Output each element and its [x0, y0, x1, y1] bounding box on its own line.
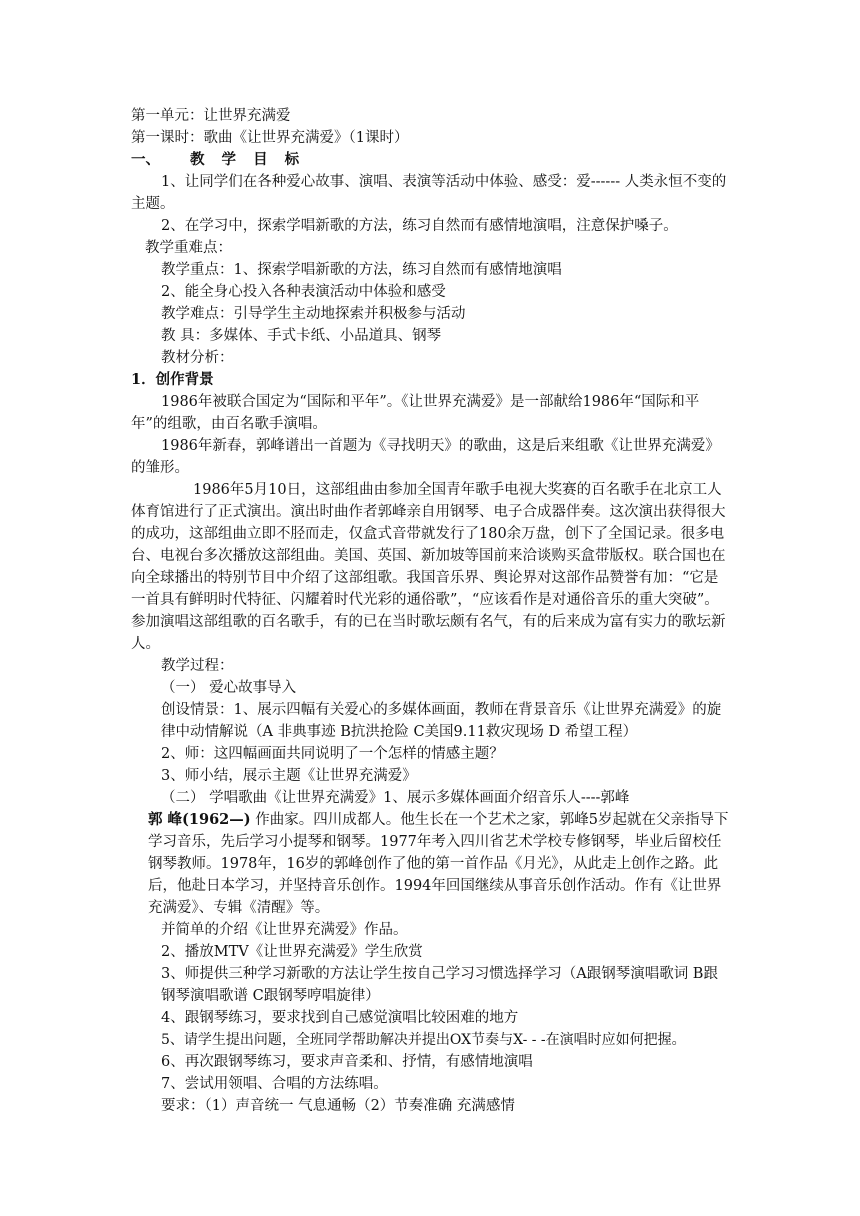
unit-title: 第一单元：让世界充满爱 — [131, 108, 291, 124]
step1-item-2: 2、师：这四幅画面共同说明了一个怎样的情感主题？ — [161, 746, 504, 762]
background-paragraph-3: 1986年5月10日，这部组曲由参加全国青年歌手电视大奖赛的百名歌手在北京工人体育馆进行了正式演出。演出时曲作者郭峰亲自用钢琴、电子合成器伴奏。这次演出获得很大的成功，这部组曲立即不胫而走，仅盒式音带就发行了180余万盘，创下了全国记录。很多电台、电视台多次播放这部组曲。美国、英国、新加坡等国前来洽谈购买盒带版权。联合国也在向全球播出的特别节目中介绍了这部组歌。我国音乐界、舆论界对这部作品赞誉有加：“它是一首具有鲜明时代特征、闪耀着时代光彩的通俗歌”，“应该看作是对通俗音乐的重大突破”。参加演唱这部组歌的百名歌手，有的已在当时歌坛颇有名气，有的后来成为富有实力的歌坛新人。 — [131, 482, 726, 652]
process-label: 教学过程： — [161, 658, 234, 674]
step1-item-3: 3、师小结，展示主题《让世界充满爱》 — [161, 768, 417, 784]
step2-item-3: 3、师提供三种学习新歌的方法让学生按自己学习习惯选择学习（A跟钢琴演唱歌词 B跟钢琴演唱歌谱 C跟钢琴哼唱旋律） — [161, 966, 718, 1004]
material-analysis-label: 教材分析： — [161, 350, 234, 366]
section1-title: 教 学 目 标 — [190, 151, 306, 168]
goal-2: 2、在学习中，探索学唱新歌的方法，练习自然而有感情地演唱，注意保护嗓子。 — [161, 218, 678, 234]
key-point-2: 2、能全身心投入各种表演活动中体验和感受 — [161, 284, 446, 300]
background-paragraph-1: 1986年被联合国定为“国际和平年”。《让世界充满爱》是一部献给1986年“国际和平年”的组歌，由百名歌手演唱。 — [131, 394, 700, 432]
composer-name: 郭 峰(1962—) — [148, 811, 251, 828]
step1-scenario: 创设情景：1、展示四幅有关爱心的多媒体画面，教师在背景音乐《让世界充满爱》的旋律中动情解说（A 非典事迹 B抗洪抢险 C美国9.11救灾现场 D 希望工程） — [161, 702, 722, 740]
section1-number: 一、 — [131, 151, 160, 168]
step2-heading: （二） 学唱歌曲《让世界充满爱》1、展示多媒体画面介绍音乐人----郭峰 — [161, 790, 630, 806]
requirements: 要求：（1）声音统一 气息通畅（2）节奏准确 充满感情 — [161, 1098, 515, 1114]
step2-item-4: 4、跟钢琴练习，要求找到自己感觉演唱比较困难的地方 — [161, 1010, 519, 1026]
step2-item-7: 7、尝试用领唱、合唱的方法练唱。 — [161, 1076, 388, 1092]
step1-heading: （一） 爱心故事导入 — [161, 680, 297, 696]
key-point-1: 教学重点：1、探索学唱新歌的方法，练习自然而有感情地演唱 — [161, 262, 562, 278]
composer-bio-text: 作曲家。四川成都人。他生长在一个艺术之家，郭峰5岁起就在父亲指导下学习音乐，先后学习小提琴和钢琴。1977年考入四川省艺术学校专修钢琴，毕业后留校任钢琴教师。1978年，16岁的郭峰创作了他的第一首作品《月光》，从此走上创作之路。此后，他赴日本学习，并坚持音乐创作。1994年回国继续从事音乐创作活动。作有《让世界充满爱》、专辑《清醒》等。 — [148, 812, 729, 916]
lesson-title: 第一课时：歌曲《让世界充满爱》（1课时） — [131, 130, 409, 146]
step2-item-5: 5、请学生提出问题，全班同学帮助解决并提出OX节奏与X- - -在演唱时应如何把握。 — [161, 1032, 686, 1048]
step2-item-6: 6、再次跟钢琴练习，要求声音柔和、抒情，有感情地演唱 — [161, 1054, 533, 1070]
work-intro: 并简单的介绍《让世界充满爱》作品。 — [161, 922, 408, 938]
difficulty: 教学难点：引导学生主动地探索并积极参与活动 — [161, 306, 466, 322]
background-heading: 1．创作背景 — [131, 371, 214, 388]
goal-1: 1、让同学们在各种爱心故事、演唱、表演等活动中体验、感受：爱------ 人类永恒不变的主题。 — [131, 174, 727, 212]
teaching-tools: 教 具：多媒体、手式卡纸、小品道具、钢琴 — [161, 328, 442, 344]
key-points-label: 教学重难点： — [145, 240, 232, 256]
composer-bio — [148, 809, 729, 919]
background-paragraph-2: 1986年新春，郭峰谱出一首题为《寻找明天》的歌曲，这是后来组歌《让世界充满爱》的雏形。 — [131, 438, 720, 476]
step2-item-2: 2、播放MTV《让世界充满爱》学生欣赏 — [161, 944, 423, 960]
